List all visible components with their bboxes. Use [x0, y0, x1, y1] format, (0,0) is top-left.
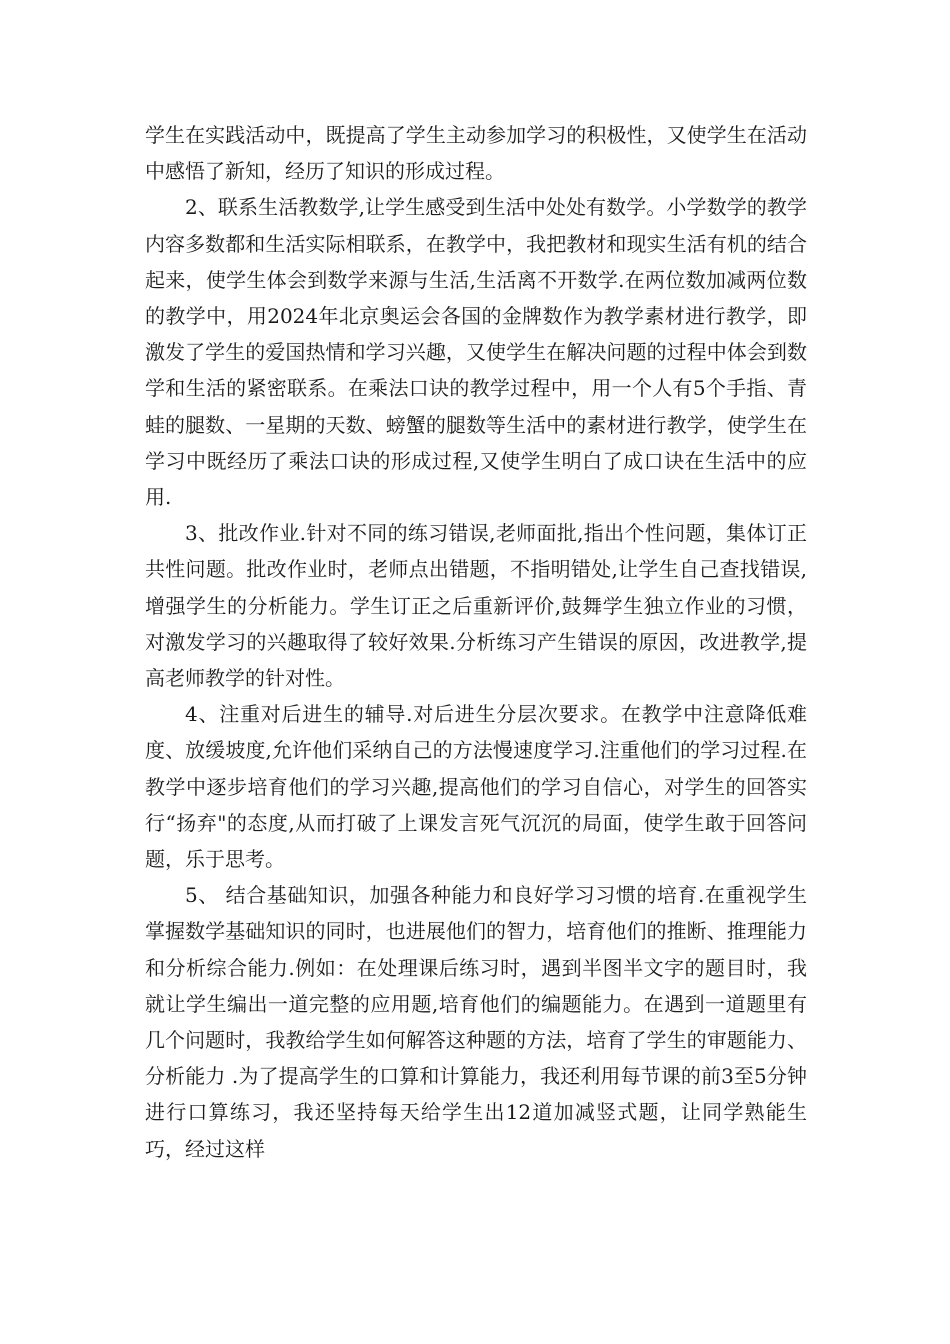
paragraph-3-homework: 3、批改作业.针对不同的练习错误,老师面批,指出个性问题，集体订正共性问题。批改作业时，老师点出错题，不指明错处,让学生自己查找错误,增强学生的分析能力。学生订正之后重新评价,鼓舞学生独立作业的习惯，对激发学习的兴趣取得了较好效果.分析练习产生错误的原因，改进教学,提高老师教学的针对性。 — [145, 521, 807, 691]
paragraph-4-struggling-students: 4、注重对后进生的辅导.对后进生分层次要求。在教学中注意降低难度、放缓坡度,允许他们采纳自己的方法慢速度学习.注重他们的学习过程.在教学中逐步培育他们的学习兴趣,提高他们的学习自信心，对学生的回答实行“扬弃"的态度,从而打破了上课发言死气沉沉的局面，使学生敢于回答问题，乐于思考。 — [145, 702, 807, 872]
document-body — [145, 117, 807, 1167]
paragraph-continuation: 学生在实践活动中，既提高了学生主动参加学习的积极性，又使学生在活动中感悟了新知，经历了知识的形成过程。 — [145, 123, 807, 184]
paragraph-5-abilities-habits: 5、 结合基础知识，加强各种能力和良好学习习惯的培育.在重视学生掌握数学基础知识的同时，也进展他们的智力，培育他们的推断、推理能力和分析综合能力.例如：在处理课后练习时，遇到半图半文字的题目时，我就让学生编出一道完整的应用题,培育他们的编题能力。在遇到一道题里有几个问题时，我教给学生如何解答这种题的方法，培育了学生的审题能力、分析能力 .为了提高学生的口算和计算能力，我还利用每节课的前3至5分钟进行口算练习，我还坚持每天给学生出12道加减竖式题，让同学熟能生巧，经过这样 — [145, 883, 807, 1161]
paragraph-2-life-math: 2、联系生活教数学,让学生感受到生活中处处有数学。小学数学的教学内容多数都和生活实际相联系，在教学中，我把教材和现实生活有机的结合起来，使学生体会到数学来源与生活,生活离不开数学.在两位数加减两位数的教学中，用2024年北京奥运会各国的金牌数作为教学素材进行教学，即激发了学生的爱国热情和学习兴趣，又使学生在解决问题的过程中体会到数学和生活的紧密联系。在乘法口诀的教学过程中，用一个人有5个手指、青蛙的腿数、一星期的天数、螃蟹的腿数等生活中的素材进行教学，使学生在学习中既经历了乘法口诀的形成过程,又使学生明白了成口诀在生活中的应用. — [145, 195, 807, 510]
